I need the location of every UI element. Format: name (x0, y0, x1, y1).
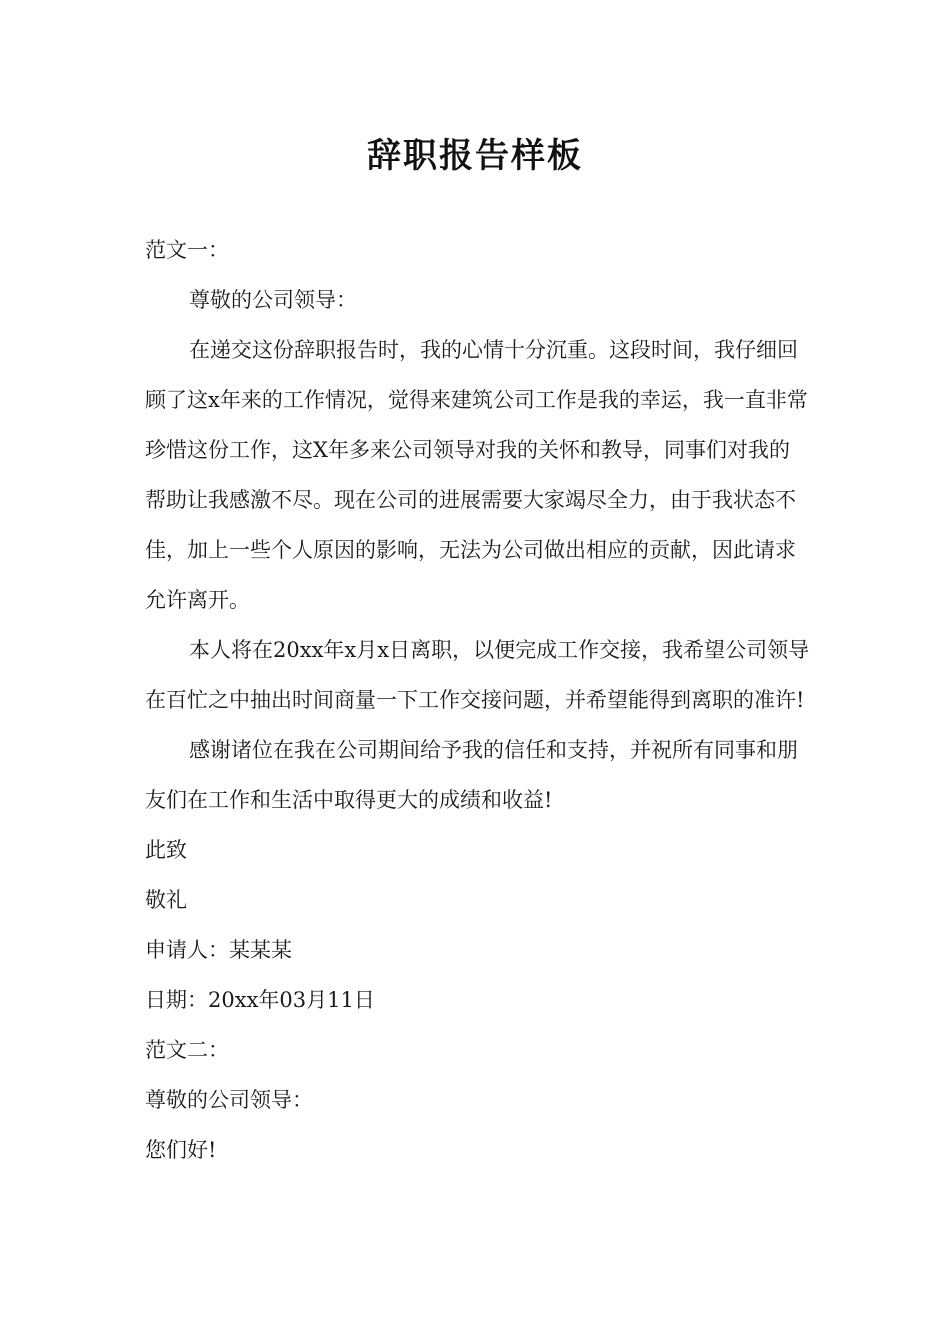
closing-respect: 敬礼 (145, 888, 187, 912)
closing-salutation: 此致 (145, 838, 187, 862)
sample-two-salutation: 尊敬的公司领导： (145, 1088, 313, 1112)
sample-one-paragraph-3: 感谢诸位在我在公司期间给予我的信任和支持，并祝所有同事和朋友们在工作和生活中取得更大的成绩和收益! (145, 738, 798, 812)
sample-one-heading: 范文一： (145, 238, 229, 262)
sample-two-heading: 范文二： (145, 1038, 229, 1062)
applicant-line: 申请人：某某某 (145, 938, 292, 962)
document-title: 辞职报告样板 (367, 136, 583, 176)
sample-one-paragraph-1: 在递交这份辞职报告时，我的心情十分沉重。这段时间，我仔细回顾了这x年来的工作情况，觉得来建筑公司工作是我的幸运，我一直非常珍惜这份工作，这X年多来公司领导对我的关怀和教导，同事们对我的帮助让我感激不尽。现在公司的进展需要大家竭尽全力，由于我状态不佳，加上一些个人原因的影响，无法为公司做出相应的贡献，因此请求允许离开。 (145, 338, 808, 612)
document-body (145, 225, 810, 1175)
date-line: 日期：20xx年03月11日 (145, 988, 375, 1012)
sample-two-greeting: 您们好! (145, 1138, 217, 1162)
sample-one-salutation: 尊敬的公司领导： (189, 288, 357, 312)
sample-one-paragraph-2: 本人将在20xx年x月x日离职，以便完成工作交接，我希望公司领导在百忙之中抽出时间商量一下工作交接问题，并希望能得到离职的准许! (145, 638, 810, 712)
